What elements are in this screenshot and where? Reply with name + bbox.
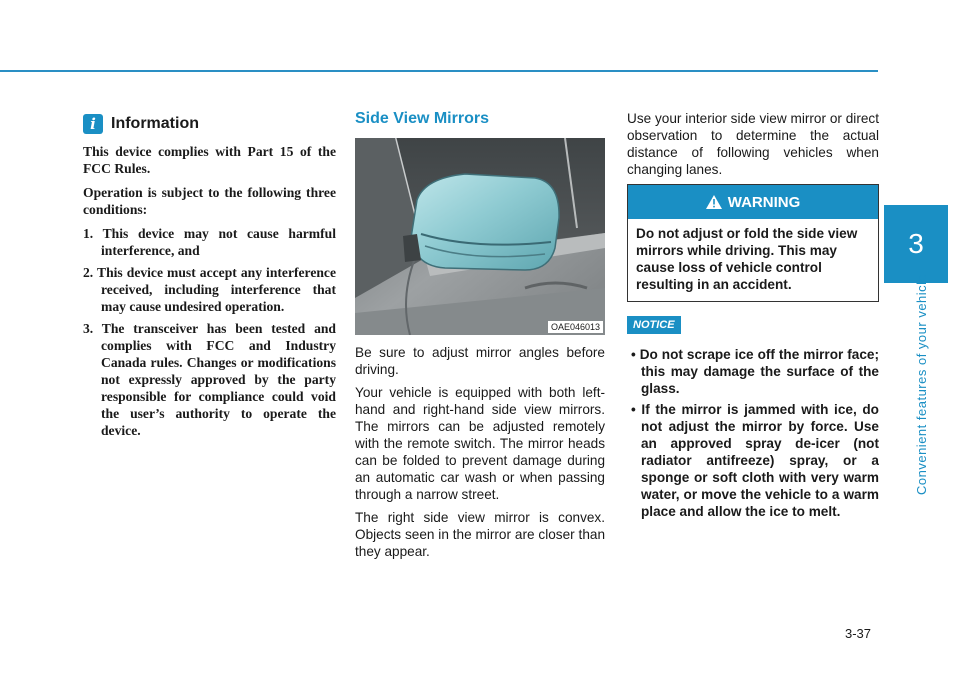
section-title: Side View Mirrors <box>355 110 489 127</box>
page-number: 3-37 <box>845 626 872 641</box>
list-item: • Do not scrape ice off the mirror face; this may damage the surface of the glass. <box>631 347 879 396</box>
information-paragraph: Operation is subject to the following three conditions: <box>83 185 336 217</box>
information-header <box>83 114 336 134</box>
warning-column <box>627 110 879 524</box>
header-rule <box>0 70 878 72</box>
warning-label: WARNING <box>727 193 801 211</box>
side-view-mirrors-column <box>355 110 605 566</box>
warning-text: Do not adjust or fold the side view mirrors while driving. This may cause loss of vehicle control resulting in an accident. <box>636 226 858 292</box>
notice-list <box>627 346 879 520</box>
mirror-photo <box>355 138 605 335</box>
image-caption: OAE046013 <box>548 321 603 333</box>
list-item: • If the mirror is jammed with ice, do not adjust the mirror by force. Use an approved spray de-icer (not radiator antifreeze) spray, or a sponge or soft cloth with very warm water, or move the vehicle to a warm place and allow the ice to melt. <box>631 402 879 519</box>
list-item: 2. This device must accept any interference received, including interference that may cause undesired operation. <box>83 265 336 314</box>
mirror-paragraph: Your vehicle is equipped with both left-hand and right-hand side view mirrors. The mirrors can be adjusted remotely with the remote switch. The mirror heads can be folded to prevent damage during an automatic car wash or when passing through a narrow street. <box>355 385 605 502</box>
notice-badge: NOTICE <box>627 316 681 334</box>
information-paragraph: This device complies with Part 15 of the FCC Rules. <box>83 144 336 176</box>
info-icon: i <box>83 114 103 134</box>
list-item: 3. The transceiver has been tested and complies with FCC and Industry Canada rules. Changes or modifications not expressly approved by the party responsible for compliance could void the user’s authority to operate the device. <box>83 321 336 438</box>
warning-triangle-icon <box>706 195 722 209</box>
mirror-paragraph: Be sure to adjust mirror angles before driving. <box>355 345 605 377</box>
information-column <box>83 114 336 444</box>
list-item: 1. This device may not cause harmful interference, and <box>83 226 336 258</box>
side-mirror-illustration <box>355 138 605 335</box>
information-title: Information <box>111 115 199 132</box>
conditions-list <box>83 225 336 439</box>
warning-box <box>627 184 879 302</box>
warning-header <box>628 185 878 219</box>
intro-paragraph: Use your interior side view mirror or direct observation to determine the actual distance of following vehicles when changing lanes. <box>627 111 879 177</box>
chapter-tab <box>884 205 948 283</box>
chapter-title: Convenient features of your vehicle <box>914 273 929 495</box>
chapter-number: 3 <box>908 228 924 259</box>
mirror-paragraph: The right side view mirror is convex. Objects seen in the mirror are closer than they appear. <box>355 510 605 559</box>
